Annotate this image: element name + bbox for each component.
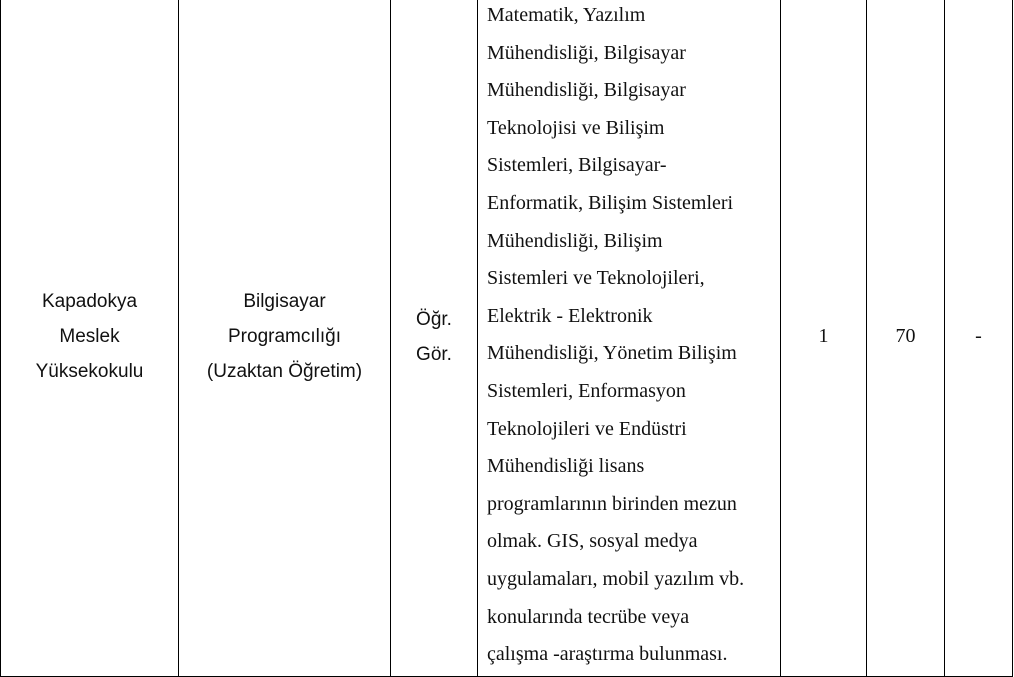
other-cell: - xyxy=(945,0,1013,677)
requirements-line: programlarının birinden mezun xyxy=(487,492,737,515)
program-cell xyxy=(179,0,391,677)
requirements-line: Mühendisliği, Bilişim xyxy=(487,229,663,252)
requirements-line: Sistemleri, Enformasyon xyxy=(487,379,686,402)
program-line: Programcılığı xyxy=(228,326,341,347)
requirements-line: Enformatik, Bilişim Sistemleri xyxy=(487,191,734,214)
requirements-line: Mühendisliği, Yönetim Bilişim xyxy=(487,342,737,365)
title-line: Gör. xyxy=(416,343,452,365)
table-row xyxy=(1,0,1013,677)
unit-line: Kapadokya xyxy=(41,291,138,312)
requirements-line: Elektrik - Elektronik xyxy=(487,304,653,327)
requirements-line: konularında tecrübe veya xyxy=(487,605,690,628)
requirements-line: çalışma -araştırma bulunması. xyxy=(487,643,728,666)
requirements-line: uygulamaları, mobil yazılım vb. xyxy=(487,567,745,590)
requirements-line: Teknolojileri ve Endüstri xyxy=(487,417,687,440)
requirements-line: Mühendisliği lisans xyxy=(487,455,645,478)
requirements-line: Mühendisliği, Bilgisayar xyxy=(487,41,686,64)
count-cell: 1 xyxy=(781,0,867,677)
requirements-line: Mühendisliği, Bilgisayar xyxy=(487,79,686,102)
unit-line: Meslek xyxy=(59,326,120,347)
program-line: (Uzaktan Öğretim) xyxy=(206,361,363,382)
unit-cell xyxy=(1,0,179,677)
requirements-cell xyxy=(478,0,781,677)
requirements-line: Sistemleri ve Teknolojileri, xyxy=(487,267,705,290)
requirements-line: Teknolojisi ve Bilişim xyxy=(487,116,665,139)
requirements-line: olmak. GIS, sosyal medya xyxy=(487,530,698,553)
program-line: Bilgisayar xyxy=(243,291,326,312)
unit-line: Yüksekokulu xyxy=(35,361,144,382)
score-cell: 70 xyxy=(867,0,945,677)
requirements-line: Matematik, Yazılım xyxy=(487,4,646,26)
title-cell xyxy=(391,0,478,677)
requirements-line: Sistemleri, Bilgisayar- xyxy=(487,154,667,177)
title-line: Öğr. xyxy=(416,308,452,330)
